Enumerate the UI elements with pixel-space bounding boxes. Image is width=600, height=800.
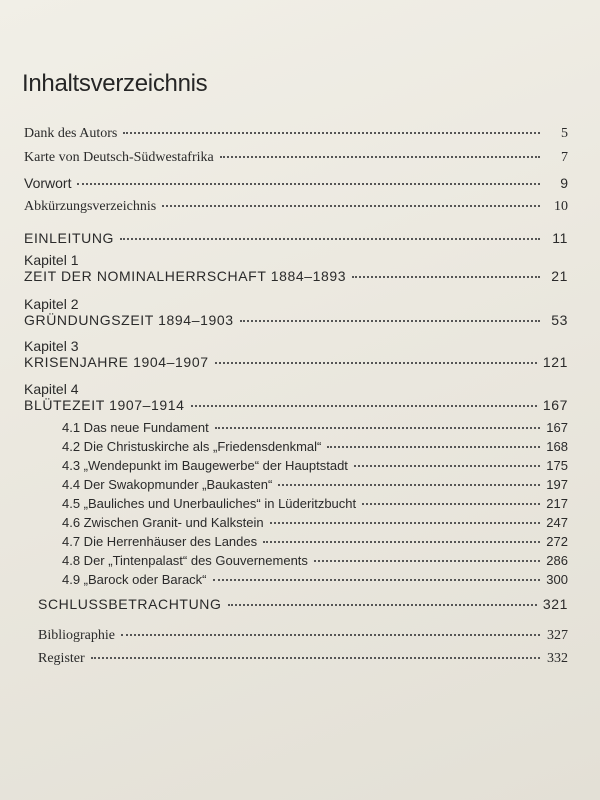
leader-dots bbox=[120, 237, 540, 240]
toc-entry-page: 286 bbox=[546, 553, 568, 568]
leader-dots bbox=[215, 426, 540, 429]
toc-entry-kapitel-1[interactable] bbox=[24, 268, 568, 284]
toc-entry-page: 217 bbox=[546, 496, 568, 511]
toc-entry-section-4-1[interactable] bbox=[62, 420, 568, 435]
toc-entry-label: Register bbox=[38, 651, 85, 666]
toc-entry-label: 4.6 Zwischen Granit- und Kalkstein bbox=[62, 515, 264, 530]
toc-entry-page: 197 bbox=[546, 477, 568, 492]
leader-dots bbox=[121, 633, 540, 636]
toc-entry-label: 4.1 Das neue Fundament bbox=[62, 420, 209, 435]
toc-entry-section-4-9[interactable] bbox=[62, 572, 568, 587]
chapter-number: Kapitel 3 bbox=[24, 338, 79, 354]
toc-entry-dank[interactable] bbox=[24, 126, 568, 142]
toc-entry-page: 168 bbox=[546, 439, 568, 454]
toc-entry-section-4-2[interactable] bbox=[62, 439, 568, 454]
toc-entry-label: 4.7 Die Herrenhäuser des Landes bbox=[62, 534, 258, 549]
toc-entry-label: Dank des Autors bbox=[24, 126, 118, 141]
toc-entry-abkuerzungen[interactable] bbox=[24, 199, 568, 215]
leader-dots bbox=[327, 445, 540, 448]
chapter-number: Kapitel 2 bbox=[24, 296, 79, 312]
toc-entry-page: 175 bbox=[546, 458, 568, 473]
chapter-number: Kapitel 1 bbox=[24, 252, 79, 268]
toc-entry-schlussbetrachtung[interactable] bbox=[38, 596, 568, 612]
leader-dots bbox=[220, 155, 540, 158]
toc-entry-page: 167 bbox=[546, 420, 568, 435]
toc-entry-page: 9 bbox=[560, 175, 568, 191]
toc-entry-section-4-7[interactable] bbox=[62, 534, 568, 549]
toc-entry-register[interactable] bbox=[38, 651, 568, 667]
leader-dots bbox=[191, 404, 537, 407]
toc-entry-vorwort[interactable] bbox=[24, 175, 568, 191]
toc-entry-bibliographie[interactable] bbox=[38, 628, 568, 644]
toc-entry-page: 53 bbox=[551, 312, 568, 328]
leader-dots bbox=[228, 603, 537, 606]
toc-entry-label: 4.3 „Wendepunkt im Baugewerbe“ der Hauptstadt bbox=[62, 458, 348, 473]
toc-entry-page: 121 bbox=[542, 354, 568, 370]
toc-entry-label: KRISENJAHRE 1904–1907 bbox=[24, 354, 209, 370]
toc-entry-section-4-3[interactable] bbox=[62, 458, 568, 473]
leader-dots bbox=[278, 483, 540, 486]
toc-entry-page: 272 bbox=[546, 534, 568, 549]
leader-dots bbox=[91, 656, 540, 659]
toc-entry-label: Bibliographie bbox=[38, 628, 115, 643]
toc-entry-section-4-8[interactable] bbox=[62, 553, 568, 568]
toc-entry-label: 4.8 Der „Tintenpalast“ des Gouvernements bbox=[62, 553, 308, 568]
toc-entry-page: 332 bbox=[547, 651, 568, 666]
toc-entry-kapitel-4[interactable] bbox=[24, 397, 568, 413]
chapter-number: Kapitel 4 bbox=[24, 381, 79, 397]
toc-entry-page: 5 bbox=[561, 126, 568, 141]
leader-dots bbox=[162, 204, 540, 207]
toc-entry-page: 7 bbox=[561, 150, 568, 165]
leader-dots bbox=[240, 319, 540, 322]
leader-dots bbox=[352, 275, 540, 278]
page-title: Inhaltsverzeichnis bbox=[22, 70, 208, 97]
leader-dots bbox=[354, 464, 540, 467]
toc-entry-label: 4.9 „Barock oder Barack“ bbox=[62, 572, 207, 587]
toc-entry-label: SCHLUSSBETRACHTUNG bbox=[38, 596, 222, 612]
leader-dots bbox=[362, 502, 540, 505]
toc-entry-section-4-4[interactable] bbox=[62, 477, 568, 492]
toc-entry-page: 327 bbox=[547, 628, 568, 643]
toc-entry-label: EINLEITUNG bbox=[24, 230, 115, 246]
toc-entry-section-4-6[interactable] bbox=[62, 515, 568, 530]
toc-entry-karte[interactable] bbox=[24, 150, 568, 166]
toc-entry-einleitung[interactable] bbox=[24, 230, 568, 246]
toc-entry-page: 21 bbox=[551, 268, 568, 284]
toc-entry-label: 4.2 Die Christuskirche als „Friedensdenkmal“ bbox=[62, 439, 322, 454]
toc-entry-label: 4.4 Der Swakopmunder „Baukasten“ bbox=[62, 477, 273, 492]
toc-entry-label: Karte von Deutsch-Südwestafrika bbox=[24, 150, 214, 165]
toc-entry-kapitel-2[interactable] bbox=[24, 312, 568, 328]
toc-entry-label: Vorwort bbox=[24, 175, 72, 191]
toc-entry-page: 247 bbox=[546, 515, 568, 530]
toc-entry-page: 11 bbox=[552, 230, 568, 246]
leader-dots bbox=[314, 559, 540, 562]
toc-entry-page: 167 bbox=[542, 397, 568, 413]
leader-dots bbox=[263, 540, 540, 543]
leader-dots bbox=[77, 182, 540, 185]
leader-dots bbox=[270, 521, 540, 524]
toc-entry-label: 4.5 „Bauliches und Unerbauliches“ in Lüderitzbucht bbox=[62, 496, 357, 511]
toc-entry-kapitel-3[interactable] bbox=[24, 354, 568, 370]
toc-entry-label: BLÜTEZEIT 1907–1914 bbox=[24, 397, 185, 413]
toc-entry-label: ZEIT DER NOMINALHERRSCHAFT 1884–1893 bbox=[24, 268, 347, 284]
leader-dots bbox=[215, 361, 537, 364]
toc-entry-label: GRÜNDUNGSZEIT 1894–1903 bbox=[24, 312, 234, 328]
toc-entry-page: 10 bbox=[554, 199, 568, 214]
leader-dots bbox=[123, 131, 540, 134]
toc-entry-label: Abkürzungsverzeichnis bbox=[24, 199, 157, 214]
leader-dots bbox=[213, 578, 540, 581]
toc-entry-section-4-5[interactable] bbox=[62, 496, 568, 511]
toc-entry-page: 321 bbox=[542, 596, 568, 612]
toc-entry-page: 300 bbox=[546, 572, 568, 587]
